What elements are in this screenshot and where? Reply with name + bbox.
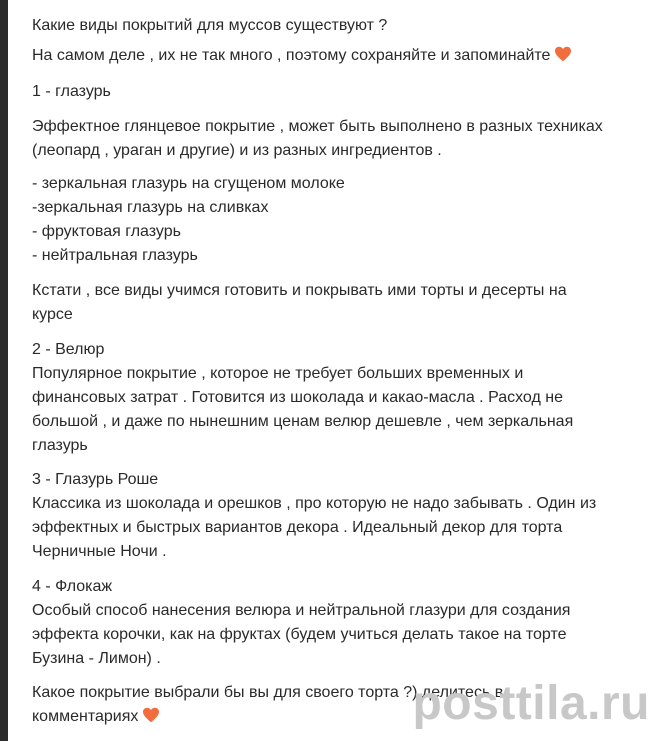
section-3-title: 3 - Глазурь Роше [32,471,159,488]
post-intro: На самом деле , их не так много , поэтому сохраняйте и запоминайте [32,47,551,64]
outro-line-1: Какое покрытие выбрали бы вы для своего торта ?) делитесь в [32,684,504,701]
kstati-line-2: курсе [32,306,73,323]
section-1-line-1: Эффектное глянцевое покрытие , может быть выполнено в разных техниках [32,118,603,135]
post-card [8,0,660,741]
section-4-line: Бузина - Лимон) . [32,650,161,667]
glaze-list-item: - зеркальная глазурь на сгущеном молоке [32,175,345,192]
post-intro-line [32,44,572,71]
glaze-list-item: - нейтральная глазурь [32,247,198,264]
section-2-line: Популярное покрытие , которое не требует больших временных и [32,365,524,382]
section-4-title: 4 - Флокаж [32,578,113,595]
glaze-list-item: - фруктовая глазурь [32,223,181,240]
section-4-line: Особый способ нанесения велюра и нейтральной глазури для создания [32,602,571,619]
section-2-line: глазурь [32,437,88,454]
section-2-line: большой , и даже по нынешним ценам велюр дешевле , чем зеркальная [32,413,574,430]
outro-line-2-wrap [32,705,160,732]
post-question: Какие виды покрытий для муссов существуют ? [32,17,388,34]
outro-line-2: комментариях [32,708,139,725]
heart-icon [554,46,572,71]
watermark-logo: posttila.ru [412,677,650,730]
section-2-title: 2 - Велюр [32,341,105,358]
section-3-line: Черничные Ночи . [32,543,167,560]
heart-icon [142,707,160,732]
kstati-line-1: Кстати , все виды учимся готовить и покрывать ими торты и десерты на [32,282,567,299]
section-2-line: финансовых затрат . Готовится из шоколада и какао-масла . Расход не [32,389,563,406]
section-1-title: 1 - глазурь [32,83,111,100]
glaze-list-item: -зеркальная глазурь на сливках [32,199,269,216]
section-4-line: эффекта корочки, как на фруктах (будем учиться делать такое на торте [32,626,567,643]
section-3-line: Классика из шоколада и орешков , про которую не надо забывать . Один из [32,495,597,512]
section-1-line-2: (леопард , ураган и другие) и из разных ингредиентов . [32,142,442,159]
section-3-line: эффектных и быстрых вариантов декора . Идеальный декор для торта [32,519,563,536]
